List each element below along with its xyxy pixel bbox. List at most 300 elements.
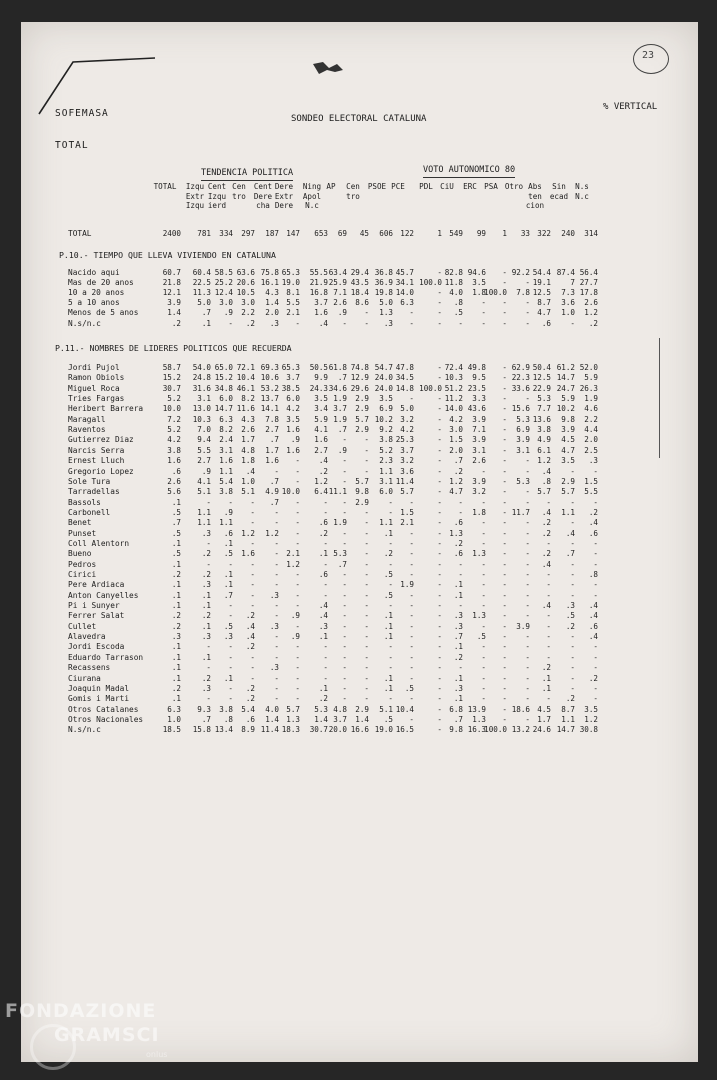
value-cell: .3 [453, 621, 463, 631]
value-cell: 43.5 [350, 278, 369, 288]
value-cell: - [250, 538, 255, 548]
value-cell: 4.2 [449, 414, 463, 424]
value-cell: .2 [201, 611, 211, 621]
value-cell: 147 [286, 229, 300, 238]
value-cell: - [437, 414, 442, 424]
value-cell: .7 [453, 714, 463, 724]
value-cell: - [546, 497, 551, 507]
table-row [21, 570, 698, 580]
value-cell: 3.5 [286, 414, 300, 424]
table-row [21, 498, 698, 508]
value-cell: 2.7 [314, 445, 328, 455]
value-cell: 187 [265, 229, 279, 238]
value-cell: 4.2 [167, 435, 181, 445]
value-cell: - [502, 476, 507, 486]
value-cell: .2 [201, 570, 211, 579]
value-cell: - [502, 632, 507, 642]
value-cell: .2 [383, 549, 393, 559]
value-cell: .3 [318, 621, 328, 631]
value-cell: - [593, 694, 598, 704]
value-cell: 5.7 [561, 487, 575, 497]
value-cell: 55.5 [309, 268, 328, 277]
row-label: Gutierrez Diaz [68, 435, 134, 445]
value-cell: - [364, 694, 369, 704]
row-label: Recassens [68, 663, 111, 673]
value-cell: - [437, 404, 442, 414]
value-cell: .7 [171, 518, 181, 528]
value-cell: 1 [502, 229, 507, 238]
column-header: Ning Apol N.c [302, 182, 322, 210]
value-cell: 38.5 [281, 383, 300, 393]
value-cell: - [342, 683, 347, 693]
value-cell: 5.7 [537, 487, 551, 497]
value-cell: 2.9 [355, 497, 369, 507]
value-cell: 58.7 [162, 363, 181, 372]
value-cell: - [502, 559, 507, 569]
value-cell: - [546, 570, 551, 579]
value-cell: 2.9 [355, 425, 369, 435]
value-cell: 56.4 [579, 268, 598, 277]
table-row [21, 404, 698, 414]
value-cell: 18.4 [350, 288, 369, 298]
column-header: PCE [391, 182, 405, 191]
value-cell: 1.8 [472, 288, 486, 298]
value-cell: 2.0 [449, 445, 463, 455]
value-cell: - [323, 538, 328, 548]
value-cell: - [437, 663, 442, 673]
value-cell: .9 [290, 611, 300, 621]
value-cell: .1 [318, 549, 328, 559]
value-cell: - [437, 652, 442, 662]
table-row [21, 539, 698, 549]
value-cell: - [525, 318, 530, 328]
value-cell: 1.9 [333, 414, 347, 424]
value-cell: 3.0 [449, 425, 463, 435]
value-cell: 5.1 [379, 704, 393, 714]
value-cell: 47.8 [395, 363, 414, 372]
table-row [21, 591, 698, 601]
value-cell: 5.9 [314, 414, 328, 424]
table-row [21, 715, 698, 725]
value-cell: - [437, 497, 442, 507]
value-cell: - [274, 549, 279, 559]
row-label: Ciurana [68, 673, 101, 683]
value-cell: .1 [383, 621, 393, 631]
value-cell: 60.4 [192, 268, 211, 277]
value-cell: - [388, 580, 393, 590]
value-cell: 9.9 [314, 373, 328, 383]
table-row [21, 415, 698, 425]
value-cell: - [437, 268, 442, 277]
value-cell: - [437, 373, 442, 383]
value-cell: - [525, 714, 530, 724]
row-label: Tarradellas [68, 487, 120, 497]
value-cell: 5.3 [516, 414, 530, 424]
value-cell: 4.9 [265, 487, 279, 497]
value-cell: - [437, 632, 442, 642]
value-cell: .2 [588, 318, 598, 328]
value-cell: - [593, 663, 598, 673]
value-cell: 3.5 [561, 456, 575, 466]
value-cell: - [388, 663, 393, 673]
value-cell: - [342, 570, 347, 579]
value-cell: - [502, 714, 507, 724]
value-cell: 25.3 [395, 435, 414, 445]
value-cell: 13.4 [214, 725, 233, 735]
value-cell: .9 [290, 435, 300, 445]
value-cell: - [481, 652, 486, 662]
value-cell: 21.8 [162, 278, 181, 288]
column-header: PDL [419, 182, 433, 191]
value-cell: - [458, 601, 463, 611]
value-cell: .1 [383, 528, 393, 538]
value-cell: .7 [201, 714, 211, 724]
value-cell: .4 [588, 611, 598, 621]
value-cell: .6 [453, 518, 463, 528]
value-cell: - [437, 466, 442, 476]
value-cell: 3.1 [472, 445, 486, 455]
value-cell: 5.2 [167, 425, 181, 435]
value-cell: .5 [171, 528, 181, 538]
value-cell: 15.6 [511, 404, 530, 414]
value-cell: .1 [453, 694, 463, 704]
value-cell: 3.7 [333, 404, 347, 414]
value-cell: - [437, 601, 442, 611]
value-cell: - [274, 652, 279, 662]
value-cell: 1.6 [265, 456, 279, 466]
value-cell: - [570, 632, 575, 642]
value-cell: 4.2 [286, 404, 300, 414]
value-cell: 23.5 [467, 383, 486, 393]
value-cell: .3 [269, 590, 279, 600]
value-cell: - [388, 694, 393, 704]
value-cell: - [481, 518, 486, 528]
value-cell: .7 [269, 435, 279, 445]
value-cell: - [570, 318, 575, 328]
value-cell: - [481, 570, 486, 579]
value-cell: - [342, 673, 347, 683]
value-cell: 13.7 [260, 394, 279, 404]
value-cell: 7.1 [472, 425, 486, 435]
value-cell: .1 [453, 673, 463, 683]
value-cell: .3 [453, 611, 463, 621]
watermark-onlus: onlus [146, 1050, 168, 1059]
value-cell: - [502, 373, 507, 383]
value-cell: - [546, 538, 551, 548]
value-cell: .3 [201, 580, 211, 590]
table-row [21, 529, 698, 539]
value-cell: - [458, 570, 463, 579]
value-cell: .1 [223, 570, 233, 579]
value-cell: 1.0 [561, 308, 575, 318]
column-header: Cent Izqu ierd [207, 182, 227, 210]
value-cell: .2 [453, 652, 463, 662]
value-cell: 13.2 [511, 725, 530, 735]
table-row [21, 663, 698, 673]
value-cell: - [525, 683, 530, 693]
value-cell: 94.6 [467, 268, 486, 277]
value-cell: .1 [541, 683, 551, 693]
value-cell: - [342, 476, 347, 486]
value-cell: .2 [318, 528, 328, 538]
value-cell: - [458, 497, 463, 507]
value-cell: 2.0 [584, 435, 598, 445]
value-cell: 12.9 [350, 373, 369, 383]
value-cell: - [409, 642, 414, 652]
value-cell: .2 [565, 621, 575, 631]
value-cell: - [250, 590, 255, 600]
table-row [21, 560, 698, 570]
value-cell: 9.8 [449, 725, 463, 735]
value-cell: 34.8 [214, 383, 233, 393]
survey-title: SONDEO ELECTORAL CATALUNA [291, 114, 427, 124]
value-cell: - [364, 559, 369, 569]
row-label: Ramon Obiols [68, 373, 125, 383]
value-cell: - [342, 507, 347, 517]
value-cell: .7 [223, 590, 233, 600]
value-cell: 34.1 [395, 278, 414, 288]
value-cell: - [364, 621, 369, 631]
value-cell: - [546, 590, 551, 600]
value-cell: - [502, 318, 507, 328]
value-cell: - [364, 456, 369, 466]
value-cell: .7 [337, 373, 347, 383]
value-cell: - [409, 308, 414, 318]
value-cell: 10.4 [236, 373, 255, 383]
value-cell: - [364, 663, 369, 673]
value-cell: .2 [201, 549, 211, 559]
value-cell: .6 [171, 466, 181, 476]
value-cell: 3.0 [219, 298, 233, 308]
row-label: Nacido aqui [68, 268, 120, 277]
table-row [21, 308, 698, 318]
value-cell: .6 [223, 528, 233, 538]
table-row [21, 394, 698, 404]
value-cell: 10.5 [236, 288, 255, 298]
value-cell: .5 [383, 570, 393, 579]
value-cell: 2.3 [379, 456, 393, 466]
value-cell: 1.6 [286, 425, 300, 435]
value-cell: 1.3 [472, 611, 486, 621]
value-cell: 19.8 [374, 288, 393, 298]
value-cell: 54.7 [374, 363, 393, 372]
value-cell: - [437, 621, 442, 631]
row-label: Pedros [68, 559, 97, 569]
value-cell: 24.7 [556, 383, 575, 393]
value-cell: 1.1 [197, 518, 211, 528]
value-cell: 4.0 [449, 288, 463, 298]
value-cell: 1.5 [449, 435, 463, 445]
value-cell: 549 [449, 229, 463, 238]
value-cell: 3.2 [400, 456, 414, 466]
value-cell: - [250, 673, 255, 683]
column-header: Otro [504, 182, 524, 191]
value-cell: .1 [453, 590, 463, 600]
row-label: Otros Catalanes [68, 704, 139, 714]
value-cell: .1 [171, 590, 181, 600]
value-cell: 1.3 [472, 714, 486, 724]
value-cell: - [570, 652, 575, 662]
value-cell: 2.9 [561, 476, 575, 486]
table-row [21, 611, 698, 621]
ink-blot-mark [309, 58, 349, 78]
value-cell: - [481, 466, 486, 476]
value-cell: - [525, 538, 530, 548]
value-cell: 5.4 [241, 704, 255, 714]
value-cell: - [295, 466, 300, 476]
column-header: Sin ecad [549, 182, 569, 201]
value-cell: - [342, 497, 347, 507]
value-cell: 4.5 [537, 704, 551, 714]
row-label: N.s/n.c [68, 318, 101, 328]
value-cell: - [525, 570, 530, 579]
value-cell: 6.0 [286, 394, 300, 404]
table-row [21, 549, 698, 559]
value-cell: 1.8 [241, 456, 255, 466]
value-cell: - [409, 538, 414, 548]
value-cell: .2 [541, 518, 551, 528]
value-cell: - [274, 632, 279, 642]
row-label: Cullet [68, 621, 97, 631]
column-header: TOTAL [153, 182, 177, 191]
value-cell: 297 [241, 229, 255, 238]
value-cell: - [295, 694, 300, 704]
value-cell: .2 [541, 549, 551, 559]
value-cell: .1 [171, 497, 181, 507]
value-cell: 15.8 [192, 725, 211, 735]
value-cell: 8.7 [561, 704, 575, 714]
value-cell: .1 [201, 590, 211, 600]
row-label: N.s/n.c [68, 725, 101, 735]
value-cell: 1.6 [167, 456, 181, 466]
value-cell: 51.2 [444, 383, 463, 393]
value-cell: - [388, 601, 393, 611]
value-cell: 19.1 [532, 278, 551, 288]
value-cell: - [295, 507, 300, 517]
value-cell: - [525, 518, 530, 528]
value-cell: 3.9 [472, 476, 486, 486]
value-cell: 14.1 [260, 404, 279, 414]
value-cell: 1.7 [265, 445, 279, 455]
value-cell: 16.6 [350, 725, 369, 735]
table-row [21, 642, 698, 652]
value-cell: .2 [588, 507, 598, 517]
value-cell: - [342, 652, 347, 662]
value-cell: .5 [223, 621, 233, 631]
table-row [21, 694, 698, 704]
column-header: Abs ten cion [525, 182, 545, 210]
value-cell: 12.4 [214, 288, 233, 298]
value-cell: - [274, 601, 279, 611]
value-cell: 63.6 [236, 268, 255, 277]
column-header: Cent Dere cha [253, 182, 273, 210]
value-cell: 3.7 [314, 298, 328, 308]
value-cell: - [546, 652, 551, 662]
value-cell: 24.8 [192, 373, 211, 383]
value-cell: 5.0 [197, 298, 211, 308]
value-cell: - [525, 580, 530, 590]
value-cell: 3.3 [472, 394, 486, 404]
value-cell: 2.0 [265, 308, 279, 318]
value-cell: 122 [400, 229, 414, 238]
row-label: Pi i Sunyer [68, 601, 120, 611]
column-header: Izqu Extr Izqu [185, 182, 205, 210]
value-cell: - [295, 570, 300, 579]
value-cell: - [502, 673, 507, 683]
value-cell: 781 [197, 229, 211, 238]
value-cell: .9 [290, 632, 300, 642]
value-cell: .8 [541, 476, 551, 486]
value-cell: 1.6 [286, 445, 300, 455]
value-cell: .5 [223, 549, 233, 559]
value-cell: 4.3 [241, 414, 255, 424]
value-cell: - [409, 694, 414, 704]
value-cell: - [458, 507, 463, 517]
value-cell: .1 [171, 663, 181, 673]
value-cell: - [342, 528, 347, 538]
value-cell: 11.3 [192, 288, 211, 298]
value-cell: 5.1 [197, 487, 211, 497]
value-cell: - [323, 507, 328, 517]
value-cell: 4.8 [333, 704, 347, 714]
value-cell: 1.4 [265, 298, 279, 308]
value-cell: 24.6 [532, 725, 551, 735]
value-cell: 34.5 [395, 373, 414, 383]
value-cell: .1 [171, 580, 181, 590]
value-cell: - [481, 642, 486, 652]
table-row [21, 319, 698, 329]
section-label: TOTAL [55, 140, 89, 151]
value-cell: 2.1 [400, 518, 414, 528]
value-cell: - [364, 445, 369, 455]
value-cell: 100.0 [419, 278, 442, 288]
value-cell: - [481, 673, 486, 683]
value-cell: - [274, 683, 279, 693]
table-row [21, 435, 698, 445]
value-cell: 22.5 [192, 278, 211, 288]
value-cell: - [437, 580, 442, 590]
value-cell: .2 [588, 673, 598, 683]
value-cell: - [250, 652, 255, 662]
row-label: Gregorio Lopez [68, 466, 134, 476]
value-cell: - [437, 435, 442, 445]
table-row [21, 288, 698, 298]
row-label: Narcis Serra [68, 445, 125, 455]
value-cell: - [228, 652, 233, 662]
value-cell: 2.9 [355, 704, 369, 714]
value-cell: - [570, 683, 575, 693]
value-cell: 100.0 [484, 725, 507, 735]
value-cell: 22.3 [511, 373, 530, 383]
value-cell: 2.6 [333, 298, 347, 308]
value-cell: - [364, 611, 369, 621]
value-cell: - [295, 673, 300, 683]
value-cell: - [437, 704, 442, 714]
value-cell: 2.1 [286, 549, 300, 559]
value-cell: 43.6 [467, 404, 486, 414]
value-cell: - [525, 549, 530, 559]
value-cell: - [364, 507, 369, 517]
value-cell: - [228, 601, 233, 611]
value-cell: - [502, 466, 507, 476]
value-cell: - [409, 318, 414, 328]
value-cell: - [437, 425, 442, 435]
value-cell: .1 [383, 611, 393, 621]
value-cell: - [409, 570, 414, 579]
row-label: Joaquin Madal [68, 683, 130, 693]
value-cell: - [364, 466, 369, 476]
value-cell: 5.2 [167, 394, 181, 404]
